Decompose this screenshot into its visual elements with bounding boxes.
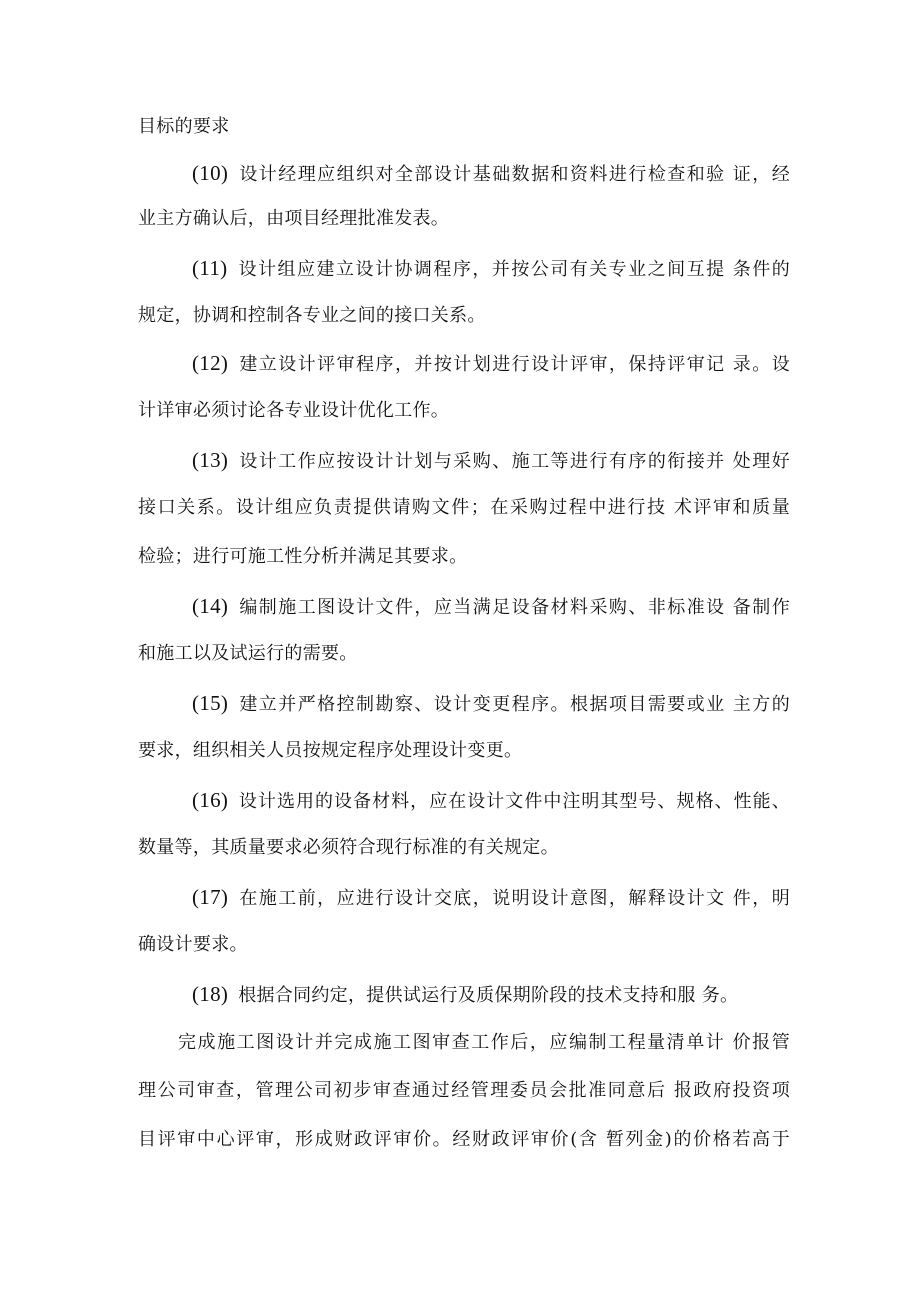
item-number: (10) (192, 161, 229, 185)
text-line: 目标的要求 (138, 116, 230, 137)
text-line: 确设计要求。 (138, 934, 248, 955)
item-number: (17) (192, 885, 229, 909)
item-number: (14) (192, 594, 229, 618)
text-line: 要求，组织相关人员按规定程序处理设计变更。 (138, 740, 523, 761)
list-item-12 (192, 350, 790, 378)
list-item-11 (192, 255, 790, 283)
text-line: 接口关系。设计组应负责提供请购文件；在采购过程中进行技 术评审和质量 (138, 497, 790, 518)
text-line: 建立并严格控制勘察、设计变更程序。根据项目需要或业 主方的 (238, 694, 790, 715)
text-line: 检验；进行可施工性分析并满足其要求。 (138, 546, 468, 567)
text-line: 设计组应建立设计协调程序，并按公司有关专业之间互提 条件的 (237, 259, 790, 280)
text-line: 根据合同约定，提供试运行及质保期阶段的技术支持和服 务。 (238, 985, 739, 1006)
text-line: 建立设计评审程序，并按计划进行设计评审，保持评审记 录。设 (238, 354, 790, 375)
item-number: (15) (192, 691, 229, 715)
list-item-14 (192, 593, 790, 621)
list-item-18 (192, 981, 790, 1009)
text-line: 目评审中心评审，形成财政评审价。经财政评审价(含 暂列金)的价格若高于 (138, 1129, 790, 1150)
text-line: 设计工作应按设计计划与采购、施工等进行有序的衔接并 处理好 (238, 451, 790, 472)
item-number: (13) (192, 448, 229, 472)
text-line: 和施工以及试运行的需要。 (138, 643, 358, 664)
text-line: 设计选用的设备材料，应在设计文件中注明其型号、规格、性能、 (238, 791, 790, 812)
text-line: 在施工前，应进行设计交底，说明设计意图，解释设计文 件，明 (238, 888, 790, 909)
text-line: 计详审必须讨论各专业设计优化工作。 (138, 400, 450, 421)
list-item-15 (192, 690, 790, 718)
list-item-17 (192, 884, 790, 912)
text-line: 编制施工图设计文件，应当满足设备材料采购、非标准设 备制作 (238, 597, 790, 618)
list-item-10 (192, 160, 790, 188)
list-item-13 (192, 447, 790, 475)
text-line: 设计经理应组织对全部设计基础数据和资料进行检查和验 证，经 (238, 164, 790, 185)
text-line: 规定，协调和控制各专业之间的接口关系。 (138, 305, 486, 326)
item-number: (12) (192, 351, 229, 375)
text-line: 业主方确认后，由项目经理批准发表。 (138, 208, 450, 229)
text-line: 数量等，其质量要求必须符合现行标准的有关规定。 (138, 837, 559, 858)
text-line: 理公司审查，管理公司初步审查通过经管理委员会批准同意后 报政府投资项 (138, 1080, 790, 1101)
item-number: (11) (192, 256, 228, 280)
item-number: (18) (192, 982, 229, 1006)
list-item-16 (192, 787, 790, 815)
item-number: (16) (192, 788, 229, 812)
text-line: 完成施工图设计并完成施工图审查工作后，应编制工程量清单计 价报管 (178, 1032, 790, 1053)
